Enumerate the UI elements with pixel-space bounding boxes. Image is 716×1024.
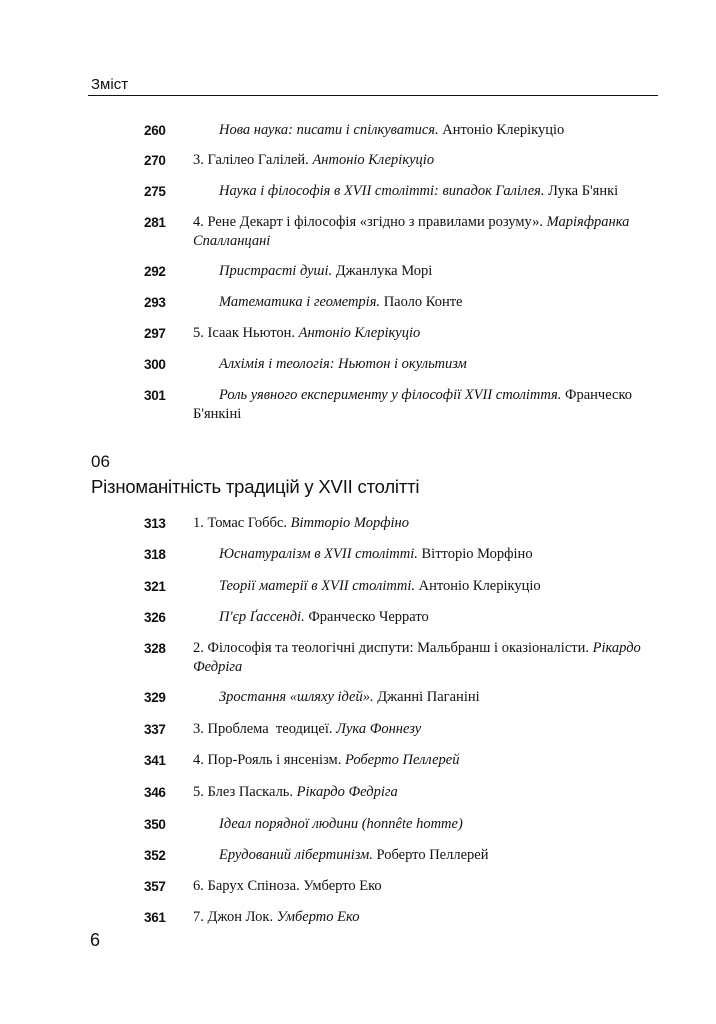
toc-page-number: 352: [144, 848, 166, 863]
running-head: Зміст: [91, 76, 129, 93]
toc-title: 2. Філософія та теологічні диспути: Мальбранш і оказіоналісти.: [193, 640, 589, 656]
toc-author: Антоніо Клерікуціо: [295, 325, 421, 341]
toc-title: 5. Блез Паскаль.: [193, 784, 294, 800]
toc-author: Лука Фоннезу: [332, 721, 422, 737]
toc-page-number: 300: [144, 357, 166, 372]
toc-page-number: 357: [144, 879, 166, 894]
toc-author: Франческо Черрато: [304, 609, 429, 625]
toc-entry-text: [193, 293, 643, 312]
toc-title: Зростання «шляху ідей».: [219, 689, 374, 705]
toc-author: Паоло Конте: [380, 294, 463, 310]
toc-page-number: 275: [144, 184, 166, 199]
toc-author: Антоніо Клерікуціо: [308, 152, 435, 168]
toc-title: П'єр Ґассенді.: [219, 609, 305, 625]
toc-author: Рікардо Федріга: [193, 640, 641, 675]
toc-author: Рікардо Федріга: [293, 784, 398, 800]
toc-entry-text: [193, 908, 643, 927]
toc-author: Антоніо Клерікуціо: [414, 578, 541, 594]
toc-entry-text: [193, 514, 643, 533]
toc-entry-text: [193, 815, 643, 834]
toc-entry-text: [193, 783, 643, 802]
toc-author: Франческо Б'янкіні: [193, 387, 633, 422]
toc-entry-text: [193, 151, 643, 170]
toc-page-number: 260: [144, 123, 166, 138]
toc-page-number: 361: [144, 910, 166, 925]
toc-author: Роберто Пеллерей: [372, 847, 489, 863]
toc-title: 3. Проблема теодицеї.: [193, 721, 333, 737]
section-number: 06: [91, 452, 110, 471]
toc-page-number: 350: [144, 817, 166, 832]
section-title: Різноманітність традицій у XVII столітті: [91, 476, 420, 497]
header-rule: [88, 95, 658, 96]
toc-title: 6. Барух Спіноза.: [193, 878, 300, 894]
toc-entry-text: [193, 262, 643, 281]
toc-page-number: 341: [144, 753, 166, 768]
toc-author: Роберто Пеллерей: [341, 752, 460, 768]
toc-page-number: 321: [144, 579, 166, 594]
toc-page-number: 297: [144, 326, 166, 341]
toc-page-number: 318: [144, 547, 166, 562]
toc-entry-text: [193, 386, 643, 424]
toc-title: Наука і філософія в XVII столітті: випадок Галілея.: [219, 183, 545, 199]
toc-title: Ерудований лібертинізм.: [219, 847, 373, 863]
toc-title: 5. Ісаак Ньютон.: [193, 325, 295, 341]
toc-entry-text: [193, 688, 643, 707]
toc-title: Юснатуралізм в XVII столітті.: [219, 546, 418, 562]
toc-entry-text: [193, 545, 643, 564]
toc-author: Джанлука Морі: [332, 263, 433, 279]
toc-page-number: 292: [144, 264, 166, 279]
toc-page-number: 326: [144, 610, 166, 625]
toc-title: Пристрасті душі.: [219, 263, 333, 279]
toc-page-number: 337: [144, 722, 166, 737]
toc-entry-text: [193, 577, 643, 596]
toc-title: 1. Томас Гоббс.: [193, 515, 287, 531]
toc-entry-text: [193, 213, 643, 251]
toc-entry-text: [193, 639, 643, 677]
toc-author: Умберто Еко: [273, 909, 360, 925]
toc-title: 7. Джон Лок.: [193, 909, 274, 925]
toc-entry-text: [193, 720, 643, 739]
toc-page-number: 301: [144, 388, 166, 403]
toc-author: Вітторіо Морфіно: [287, 515, 409, 531]
toc-title: Ідеал порядної людини (honnête homme): [219, 816, 463, 832]
toc-title: Математика і геометрія.: [219, 294, 381, 310]
toc-title: Алхімія і теологія: Ньютон і окультизм: [219, 356, 467, 372]
toc-title: 4. Пор-Рояль і янсенізм.: [193, 752, 342, 768]
toc-page-number: 281: [144, 215, 166, 230]
toc-author: Вітторіо Морфіно: [417, 546, 533, 562]
toc-entry-text: [193, 182, 643, 201]
toc-entry-text: [193, 121, 643, 140]
toc-entry-text: [193, 751, 643, 770]
toc-entry-text: [193, 324, 643, 343]
page-number: 6: [90, 930, 101, 950]
toc-entry-text: [193, 608, 643, 627]
toc-page-number: 313: [144, 516, 166, 531]
toc-title: 3. Галілео Галілей.: [193, 152, 309, 168]
toc-title: Роль уявного експерименту у філософії XVII століття.: [219, 387, 562, 403]
toc-page-number: 293: [144, 295, 166, 310]
toc-author: Маріяфранка Спалланцані: [193, 214, 630, 249]
toc-author: Лука Б'янкі: [544, 183, 619, 199]
toc-page-number: 346: [144, 785, 166, 800]
toc-page-number: 329: [144, 690, 166, 705]
toc-author: Антоніо Клерікуціо: [438, 122, 565, 138]
toc-page-number: 270: [144, 153, 166, 168]
toc-title: 4. Рене Декарт і філософія «згідно з правилами розуму».: [193, 214, 543, 230]
toc-entry-text: [193, 846, 643, 865]
toc-author: Умберто Еко: [299, 878, 382, 894]
toc-author: Джанні Паганіні: [373, 689, 480, 705]
toc-title: Теорії матерії в XVII столітті.: [219, 578, 415, 594]
toc-title: Нова наука: писати і спілкуватися.: [219, 122, 439, 138]
toc-page-number: 328: [144, 641, 166, 656]
toc-entry-text: [193, 355, 643, 374]
toc-entry-text: [193, 877, 643, 896]
